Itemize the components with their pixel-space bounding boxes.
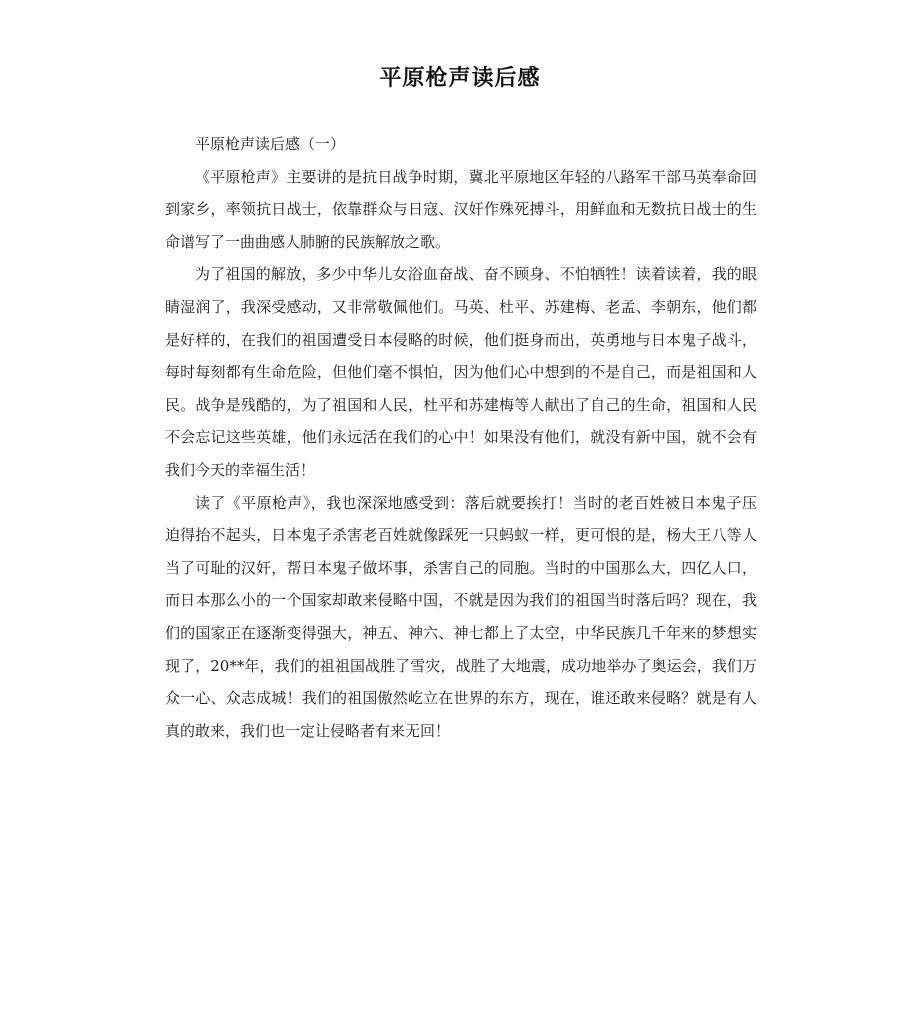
paragraph-2: 为了祖国的解放，多少中华儿女浴血奋战、奋不顾身、不怕牺牲！读着读着，我的眼睛湿润了，我深受感动，又非常敬佩他们。马英、杜平、苏建梅、老孟、李朝东，他们都是好样的，在我们的祖国遭受日本侵略的时候，他们挺身而出，英勇地与日本鬼子战斗，每时每刻都有生命危险，但他们毫不惧怕，因为他们心中想到的不是自己，而是祖国和人民。战争是残酷的，为了祖国和人民，杜平和苏建梅等人献出了自己的生命，祖国和人民不会忘记这些英雄，他们永远活在我们的心中！如果没有他们，就没有新中国，就不会有我们今天的幸福生活！ (165, 265, 757, 479)
section-heading: 平原枪声读后感（一） (195, 135, 346, 153)
document-body (165, 128, 757, 747)
page-title: 平原枪声读后感 (379, 66, 541, 91)
paragraph-3: 读了《平原枪声》，我也深深地感受到：落后就要挨打！当时的老百姓被日本鬼子压迫得抬不起头，日本鬼子杀害老百姓就像踩死一只蚂蚁一样，更可恨的是，杨大王八等人当了可耻的汉奸，帮日本鬼子做坏事，杀害自己的同胞。当时的中国那么大，四亿人口，而日本那么小的一个国家却敢来侵略中国，不就是因为我们的祖国当时落后吗？现在，我们的国家正在逐渐变得强大，神五、神六、神七都上了太空，中华民族几千年来的梦想实现了，20**年，我们的祖祖国战胜了雪灾，战胜了大地震，成功地举办了奥运会，我们万众一心、众志成城！我们的祖国傲然屹立在世界的东方，现在，谁还敢来侵略？就是有人真的敢来，我们也一定让侵略者有来无回！ (165, 493, 757, 740)
paragraph-1: 《平原枪声》主要讲的是抗日战争时期，冀北平原地区年轻的八路军干部马英奉命回到家乡，率领抗日战士，依靠群众与日寇、汉奸作殊死搏斗，用鲜血和无数抗日战士的生命谱写了一曲曲感人肺腑的民族解放之歌。 (165, 167, 757, 251)
